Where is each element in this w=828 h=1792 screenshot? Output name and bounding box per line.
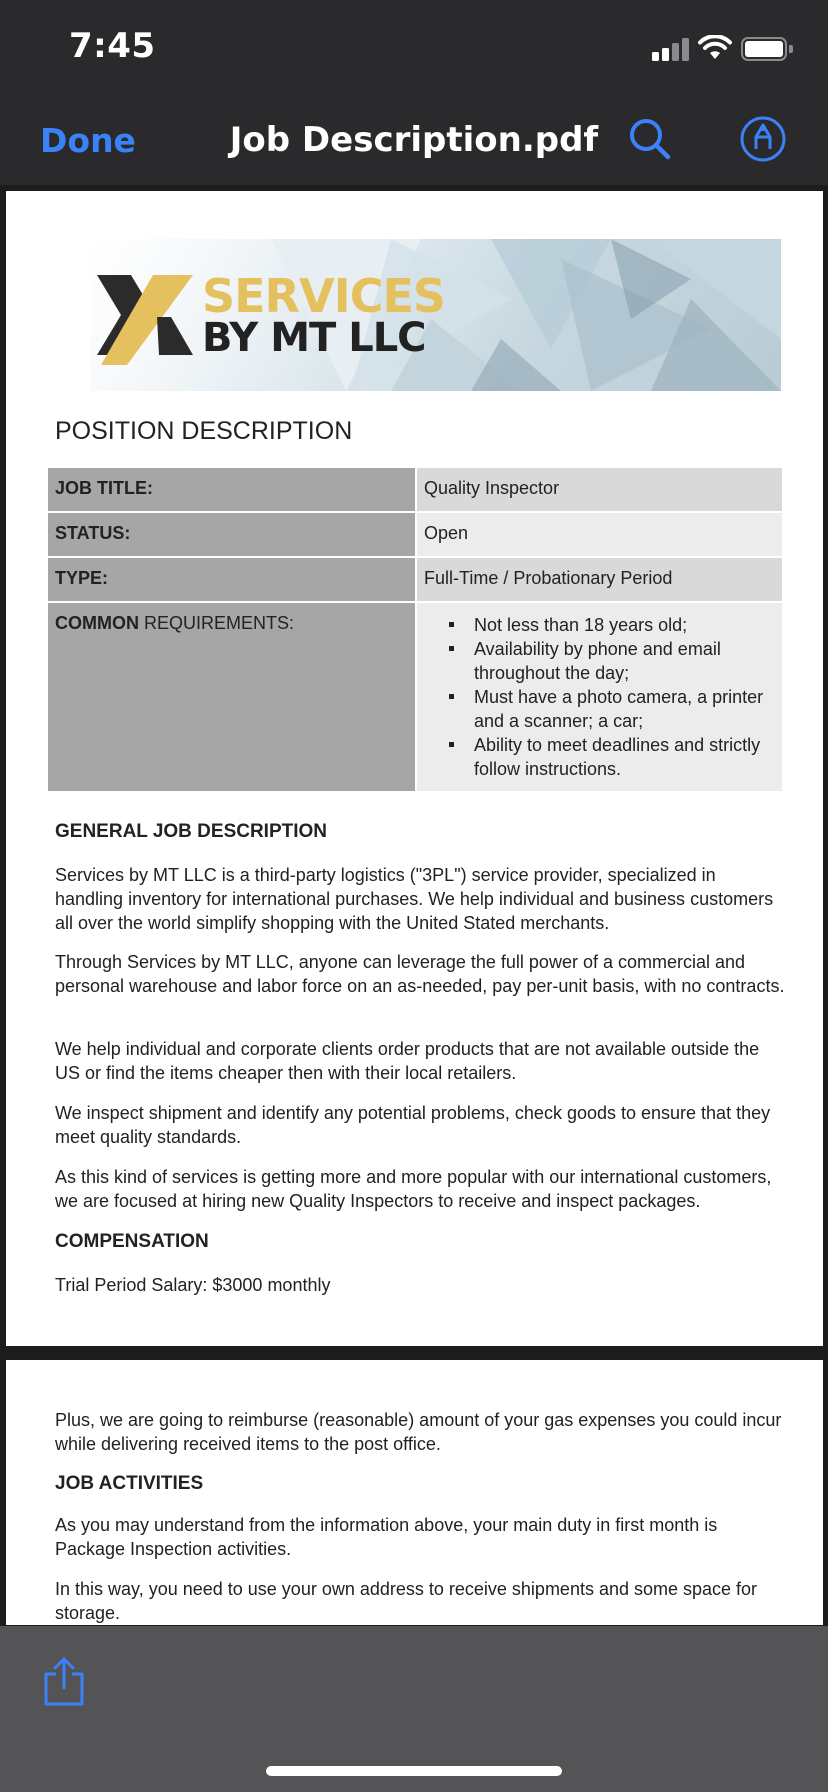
markup-pen-icon[interactable] [739, 115, 787, 163]
home-indicator[interactable] [266, 1766, 562, 1776]
status-time: 7:45 [69, 26, 156, 66]
nav-bar [0, 95, 828, 185]
paragraph: As you may understand from the information above, your main duty in first month is Package Inspection activities. [55, 1515, 718, 1559]
table-value: Open [416, 512, 783, 557]
paragraph-block [55, 863, 785, 935]
table-row [47, 557, 783, 602]
requirements-list [424, 613, 775, 781]
table-value: Full-Time / Probationary Period [416, 557, 783, 602]
search-icon[interactable] [626, 115, 674, 163]
salary-text: Trial Period Salary: $3000 monthly [55, 1275, 331, 1295]
done-button[interactable]: Done [40, 121, 136, 160]
table-row [47, 467, 783, 512]
paragraph: We inspect shipment and identify any potential problems, check goods to ensure that they meet quality standards. [55, 1103, 771, 1147]
battery-icon [741, 37, 793, 61]
paragraph: Through Services by MT LLC, anyone can leverage the full power of a commercial and personal warehouse and labor force on an as-needed, pay per-unit basis, with no contracts. [55, 952, 785, 996]
paragraph-block [55, 1577, 785, 1625]
position-table [46, 466, 784, 793]
paragraph-block [55, 1513, 785, 1561]
table-row [47, 602, 783, 792]
cellular-signal-icon [652, 37, 690, 61]
job-activities-heading: JOB ACTIVITIES [55, 1473, 204, 1494]
position-description-heading: POSITION DESCRIPTION [55, 417, 353, 445]
logo-text-services: SERVICES [202, 269, 446, 323]
paragraph: In this way, you need to use your own address to receive shipments and some space for storage. [55, 1579, 758, 1623]
paragraph: Plus, we are going to reimburse (reasonable) amount of your gas expenses you could incur while delivering received items to the post office. [55, 1410, 782, 1454]
table-value [416, 602, 783, 792]
document-title: Job Description.pdf [229, 120, 599, 160]
compensation-section [55, 1231, 785, 1253]
table-label [47, 602, 416, 792]
paragraph: As this kind of services is getting more and more popular with our international customers, we are focused at hiring new Quality Inspectors to receive and inspect packages. [55, 1167, 772, 1211]
logo-x-mark [97, 265, 197, 365]
paragraph: We help individual and corporate clients order products that are not available outside the US or find the items cheaper then with their local retailers. [55, 1039, 760, 1083]
table-label: STATUS: [47, 512, 416, 557]
requirements-label-rest: REQUIREMENTS: [139, 613, 295, 633]
logo-text-company: BY MT LLC [202, 315, 426, 361]
wifi-icon [698, 35, 732, 61]
paragraph-block [55, 1165, 785, 1213]
list-item: Must have a photo camera, a printer and a scanner; a car; [464, 685, 775, 733]
table-label: JOB TITLE: [47, 467, 416, 512]
share-icon[interactable] [40, 1656, 88, 1708]
table-value: Quality Inspector [416, 467, 783, 512]
company-logo-banner [91, 239, 781, 391]
table-row [47, 512, 783, 557]
paragraph-block [55, 1273, 785, 1297]
list-item: Availability by phone and email throughout the day; [464, 637, 775, 685]
general-description-section [55, 821, 785, 843]
list-item: Ability to meet deadlines and strictly follow instructions. [464, 733, 775, 781]
requirements-label-bold: COMMON [55, 613, 139, 633]
status-bar [0, 0, 828, 95]
paragraph-block [55, 1037, 785, 1085]
compensation-heading: COMPENSATION [55, 1231, 209, 1252]
pdf-page-1[interactable] [6, 191, 823, 1346]
paragraph: Services by MT LLC is a third-party logistics ("3PL") service provider, specialized in handling inventory for international purchases. We help individual and business customers all over the world simplify shopping with the United Stated merchants. [55, 865, 774, 933]
list-item: Not less than 18 years old; [464, 613, 775, 637]
pdf-page-2[interactable] [6, 1360, 823, 1625]
job-activities-section [55, 1473, 785, 1495]
general-description-heading: GENERAL JOB DESCRIPTION [55, 821, 328, 842]
table-label: TYPE: [47, 557, 416, 602]
paragraph-block [55, 1408, 785, 1456]
paragraph-block [55, 1101, 785, 1149]
paragraph-block [55, 950, 785, 998]
